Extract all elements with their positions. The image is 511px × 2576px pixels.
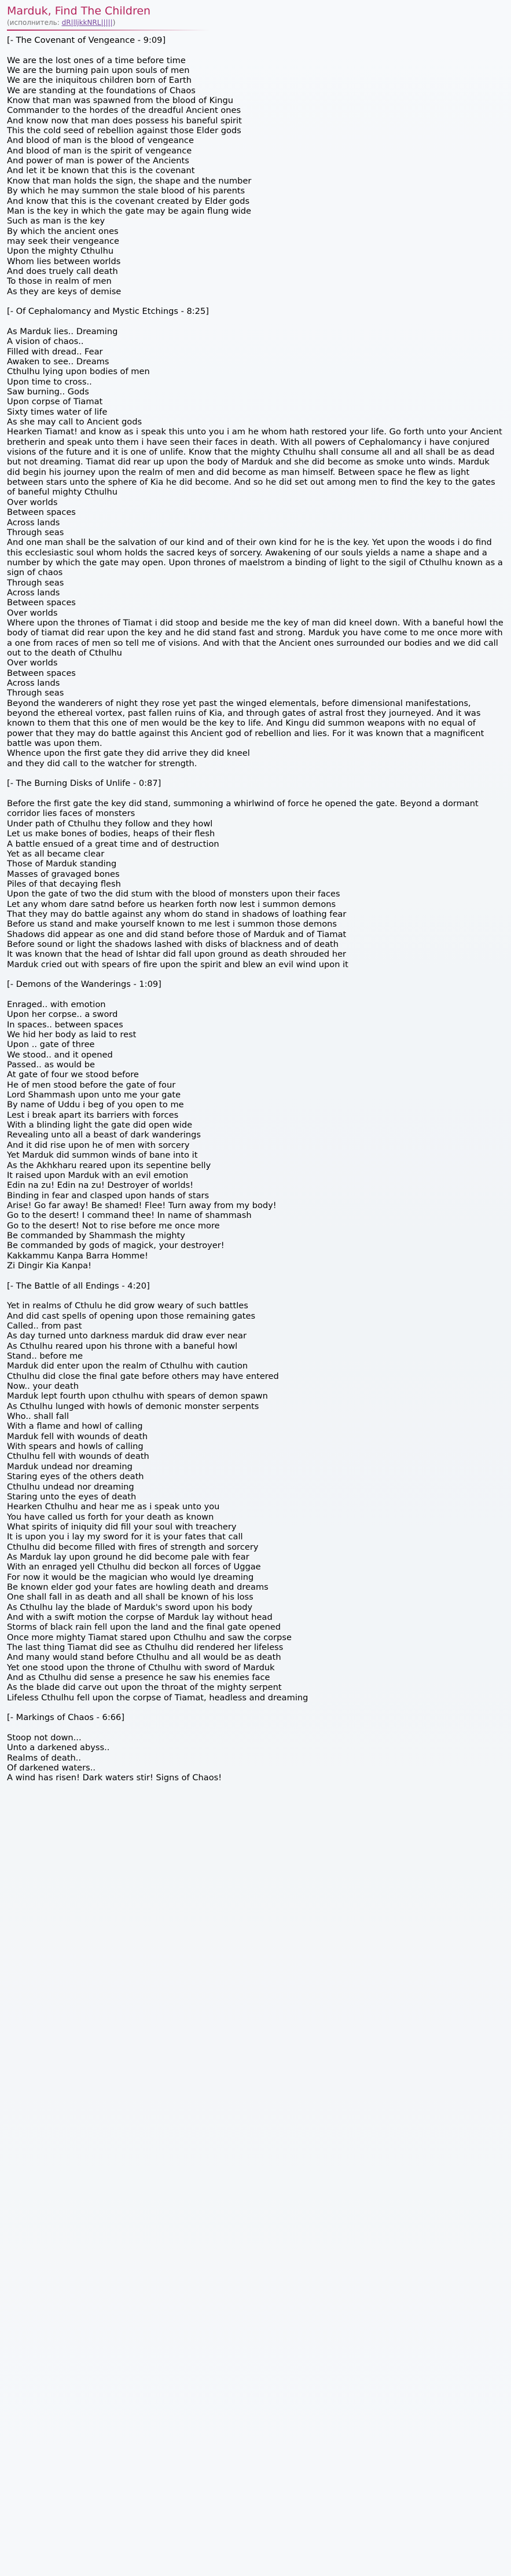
lyric-line: Edin na zu! Edin na zu! Destroyer of worlds! (7, 1180, 194, 1191)
lyric-line: As she may call to Ancient gods (7, 417, 142, 427)
lyric-line: Cthulhu did close the final gate before others may have entered (7, 1371, 279, 1381)
lyric-line: Be commanded by gods of magick, your destroyer! (7, 1241, 225, 1251)
lyric-line: Through seas (7, 688, 64, 698)
lyric-line: Across lands (7, 587, 60, 598)
lyric-line: We are the iniquitous children born of Earth (7, 75, 192, 86)
lyric-line: As Cthulhu reared upon his throne with a baneful howl (7, 1341, 238, 1351)
performer-close: ) (112, 19, 116, 27)
lyric-line: To those in realm of men (7, 276, 112, 287)
lyric-line: Passed.. as would be (7, 1060, 95, 1070)
performer-line (7, 18, 504, 27)
lyric-line: Lord Shammash upon unto me your gate (7, 1090, 181, 1100)
lyric-line: For now it would be the magician who would lye dreaming (7, 1572, 254, 1582)
lyric-line: Go to the desert! Not to rise before me once more (7, 1220, 220, 1231)
lyric-line: It raised upon Marduk with an evil emotion (7, 1170, 189, 1180)
lyric-line: Awaken to see.. Dreams (7, 357, 109, 367)
lyric-line: It is upon you i lay my sword for it is your fates that call (7, 1532, 243, 1542)
lyric-line: Of darkened waters.. (7, 1763, 95, 1773)
lyric-line: Across lands (7, 517, 60, 528)
lyric-line: Let any whom dare satnd before us hearken forth now lest i summon demons (7, 899, 336, 909)
lyric-line: Through seas (7, 527, 64, 537)
lyric-line: Staring unto the eyes of death (7, 1491, 137, 1502)
lyric-line: Those of Marduk standing (7, 859, 117, 869)
lyric-line: As day turned unto darkness marduk did draw ever near (7, 1331, 247, 1341)
lyric-line: Once more mighty Tiamat stared upon Cthulhu and saw the corpse (7, 1632, 292, 1642)
section-heading: [- The Battle of all Endings - 4:20] (7, 1280, 150, 1291)
lyric-line: Marduk cried out with spears of fire upon the spirit and blew an evil wind upon it (7, 959, 348, 969)
lyric-line: And with a swift motion the corpse of Marduk lay without head (7, 1612, 273, 1622)
lyric-line: Marduk fell with wounds of death (7, 1431, 148, 1441)
lyric-line: Upon her corpse.. a sword (7, 1009, 118, 1020)
section-gap (7, 969, 504, 979)
lyric-line: Now.. your death (7, 1381, 79, 1392)
lyric-line: One shall fall in as death and all shall be known of his loss (7, 1592, 253, 1602)
lyric-line: Hearken Tiamat! and know as i speak this unto you i am he whom hath restored your life. Go forth unto your Ancient bretherin and speak unto them i have seen their faces in death. With all powers of Cephalomancy i have conjured visions of the future and it is one of unlife. Know that the mighty Cthulhu shall consume all and all shall be as dead but not dreaming. Tiamat did rear up upon the body of Marduk and she did become as smoke unto winds. Marduk did begin his journey upon the realm of men and did become as man himself. Between space he flew as light between stars unto the sphere of Kia he did become. And so he did set out among men to find the key to the gates of baneful mighty Cthulhu (7, 427, 502, 497)
lyric-line: Yet one stood upon the throne of Cthulhu with sword of Marduk (7, 1662, 275, 1673)
lyric-line: Masses of gravaged bones (7, 869, 120, 879)
lyric-line: Know that man holds the sign, the shape and the number (7, 175, 252, 186)
lyric-line: In spaces.. between spaces (7, 1019, 123, 1030)
lyric-line: Under path of Cthulhu they follow and they howl (7, 818, 213, 829)
lyric-line: We are the lost ones of a time before time (7, 55, 186, 65)
lyric-line: And does truely call death (7, 266, 118, 276)
lyric-line: That they may do battle against any whom do stand in shadows of loathing fear (7, 909, 347, 919)
lyric-line: And as Cthulhu did sense a presence he saw his enemies face (7, 1673, 270, 1683)
lyric-line: Whence upon the first gate they did arrive they did kneel (7, 748, 250, 759)
section-heading: [- The Covenant of Vengeance - 9:09] (7, 35, 166, 45)
lyric-line: Marduk lept fourth upon cthulhu with spears of demon spawn (7, 1391, 268, 1402)
lyric-line: And know that this is the covenant created by Elder gods (7, 196, 250, 206)
lyric-line: And one man shall be the salvation of our kind and of their own kind for he is the key. Yet upon the woods i do find this ecclesiastic soul whom holds the sacred keys of sorcery. Awakening of our souls yields a name a shape and a number by which the gate may open. Upon thrones of maelstrom a binding of light to the sigil of Cthulhu known as a sign of chaos (7, 537, 503, 578)
section-gap (7, 1291, 504, 1301)
lyric-line: It was known that the head of Ishtar did fall upon ground as death shrouded her (7, 949, 347, 960)
lyric-line: As the blade did carve out upon the throat of the mighty serpent (7, 1682, 282, 1693)
lyric-line: And know now that man does possess his baneful spirit (7, 115, 242, 126)
lyric-line: A vision of chaos.. (7, 336, 84, 347)
lyric-line: The last thing Tiamat did see as Cthulhu did rendered her lifeless (7, 1642, 284, 1652)
lyric-line: Cthulhu fell with wounds of death (7, 1451, 149, 1462)
lyric-line: Before sound or light the shadows lashed with disks of blackness and of death (7, 939, 339, 949)
lyric-line: What spirits of iniquity did fill your soul with treachery (7, 1521, 237, 1532)
lyric-line: Over worlds (7, 608, 58, 618)
lyric-line: As Marduk lay upon ground he did become pale with fear (7, 1552, 249, 1562)
lyric-line: Before us stand and make yourself known to me lest i summon those demons (7, 919, 337, 930)
lyric-line: And blood of man is the spirit of vengeance (7, 145, 192, 156)
lyric-line: By name of Uddu i beg of you open to me (7, 1100, 184, 1110)
lyric-line: With an enraged yell Cthulhu did beckon all forces of Uggae (7, 1562, 261, 1572)
lyric-line: Who.. shall fall (7, 1411, 69, 1422)
lyric-line: Hearken Cthulhu and hear me as i speak unto you (7, 1502, 220, 1512)
performer-link[interactable]: dR|lljkkNRL||||| (61, 19, 113, 27)
lyric-line: Zi Dingir Kia Kanpa! (7, 1260, 91, 1271)
lyric-line: Lest i break apart its barriers with forces (7, 1110, 179, 1120)
lyric-line: With a blinding light the gate did open wide (7, 1120, 193, 1130)
section-heading: [- The Burning Disks of Unlife - 0:87] (7, 778, 161, 789)
section-gap (7, 1703, 504, 1713)
lyric-line: As Cthulhu lunged with howls of demonic monster serpents (7, 1401, 259, 1411)
section-heading: [- Demons of the Wanderings - 1:09] (7, 979, 161, 990)
lyric-line: Yet in realms of Cthulu he did grow weary of such battles (7, 1301, 248, 1311)
lyric-line: Let us make bones of bodies, heaps of their flesh (7, 829, 215, 839)
section-heading: [- Markings of Chaos - 6:66] (7, 1713, 125, 1723)
section-gap (7, 990, 504, 1000)
lyric-line: Commander to the hordes of the dreadful Ancient ones (7, 105, 241, 116)
lyric-line: As Marduk lies.. Dreaming (7, 326, 118, 336)
section-gap (7, 1271, 504, 1280)
lyric-line: Revealing unto all a beast of dark wanderings (7, 1130, 201, 1140)
lyric-line: Cthulhu did become filled with fires of strength and sorcery (7, 1542, 259, 1552)
lyric-line: Upon .. gate of three (7, 1040, 95, 1050)
lyric-line: Stoop not down... (7, 1733, 82, 1743)
lyric-line: Across lands (7, 678, 60, 688)
lyric-line: Be known elder god your fates are howling death and dreams (7, 1582, 269, 1592)
song-title: Marduk, Find The Children (7, 5, 151, 17)
lyric-line: Be commanded by Shammash the mighty (7, 1230, 185, 1241)
lyric-line: We stood.. and it opened (7, 1049, 113, 1060)
lyric-line: Kakkammu Kanpa Barra Homme! (7, 1250, 148, 1261)
lyric-line: Unto a darkened abyss.. (7, 1743, 110, 1753)
lyric-line: Saw burning.. Gods (7, 387, 89, 397)
lyric-line: Man is the key in which the gate may be again flung wide (7, 206, 251, 216)
lyric-line: Marduk did enter upon the realm of Cthulhu with caution (7, 1361, 248, 1371)
lyric-line: Over worlds (7, 497, 58, 507)
lyric-line: As the Akhkharu reared upon its sepentine belly (7, 1160, 211, 1170)
lyric-line: He of men stood before the gate of four (7, 1080, 176, 1090)
lyric-line: Before the first gate the key did stand, summoning a whirlwind of force he opened the gate. Beyond a dormant corridor lies faces of monsters (7, 799, 479, 819)
lyric-line: A wind has risen! Dark waters stir! Signs of Chaos! (7, 1773, 222, 1783)
lyric-line: Yet Marduk did summon winds of bane into it (7, 1150, 198, 1161)
lyric-line: Whom lies between worlds (7, 256, 121, 266)
lyric-line: Shadows did appear as one and did stand before those of Marduk and of Tiamat (7, 929, 347, 939)
lyric-line: Sixty times water of life (7, 407, 108, 417)
section-gap (7, 1723, 504, 1733)
lyric-line: Between spaces (7, 598, 76, 608)
lyric-line: You have called us forth for your death as known (7, 1512, 214, 1522)
performer-label: (исполнитель: (7, 19, 60, 27)
section-gap (7, 769, 504, 778)
lyric-line: And many would stand before Cthulhu and all would be as death (7, 1652, 281, 1663)
lyric-line: Staring eyes of the others death (7, 1472, 144, 1482)
lyric-line: As they are keys of demise (7, 286, 122, 297)
lyric-line: Know that man was spawned from the blood of Kingu (7, 96, 234, 106)
lyric-line: Beyond the wanderers of night they rose yet past the winged elementals, before dimensional manifestations, beyond the ethereal vortex, past fallen ruins of Kia, and through gates of astral frost they journeyed. And it was known to them that this one of men would be the key to life. And Kingu did summon weapons with no equal of power that they may do battle against this Ancient god of rebellion and lies. For it was known that a magnificent battle was upon them. (7, 698, 484, 749)
section-heading: [- Of Cephalomancy and Mystic Etchings - 8:25] (7, 306, 209, 317)
lyric-line: With spears and howls of calling (7, 1441, 144, 1452)
lyric-line: Stand.. before me (7, 1351, 83, 1362)
lyric-line: By which the ancient ones (7, 226, 119, 236)
lyric-line: Such as man is the key (7, 216, 105, 226)
lyric-line: At gate of four we stood before (7, 1070, 139, 1080)
lyric-line: Where upon the thrones of Tiamat i did stoop and beside me the key of man did kneel down. With a baneful howl the body of tiamat did rear upon the key and he did stand fast and strong. Marduk you have come to me once more with a one from races of men so tell me of visions. And with that the Ancient ones surrounded our bodies and we did call out to the death of Cthulhu (7, 617, 503, 658)
lyric-line: Binding in fear and clasped upon hands of stars (7, 1190, 209, 1201)
lyric-line: Between spaces (7, 668, 76, 678)
lyric-line: Filled with dread.. Fear (7, 346, 103, 357)
lyric-line: Called.. from past (7, 1321, 82, 1331)
lyric-line: and they did call to the watcher for strength. (7, 758, 197, 769)
lyric-line: Through seas (7, 577, 64, 588)
lyric-line: Piles of that decaying flesh (7, 879, 121, 889)
lyric-line: And let it be known that this is the covenant (7, 166, 195, 176)
lyric-line: And it did rise upon he of men with sorcery (7, 1140, 190, 1150)
lyric-line: And did cast spells of opening upon those remaining gates (7, 1311, 256, 1321)
lyric-line: We hid her body as laid to rest (7, 1030, 137, 1040)
lyric-line: Arise! Go far away! Be shamed! Flee! Turn away from my body! (7, 1200, 277, 1210)
lyric-line: Realms of death.. (7, 1752, 82, 1763)
lyric-line: Upon time to cross.. (7, 376, 92, 387)
lyric-line: We are the burning pain upon souls of men (7, 65, 190, 76)
lyric-line: As Cthulhu lay the blade of Marduk's sword upon his body (7, 1602, 253, 1612)
lyric-line: Cthulhu undead nor dreaming (7, 1481, 134, 1492)
section-gap (7, 317, 504, 327)
lyric-line: Marduk undead nor dreaming (7, 1461, 133, 1472)
section-gap (7, 297, 504, 306)
lyric-line: We are standing at the foundations of Chaos (7, 85, 196, 96)
lyric-line: Upon the gate of two the did stum with the blood of monsters upon their faces (7, 889, 340, 899)
lyric-line: With a flame and howl of calling (7, 1421, 143, 1432)
lyric-line: Upon the mighty Cthulhu (7, 246, 114, 257)
lyrics-body (7, 35, 504, 1783)
lyric-line: By which he may summon the stale blood of his parents (7, 186, 245, 196)
lyric-line: Over worlds (7, 658, 58, 668)
lyric-line: And blood of man is the blood of vengeance (7, 136, 194, 146)
lyric-line: Upon corpse of Tiamat (7, 397, 103, 407)
lyric-line: Cthulhu lying upon bodies of men (7, 367, 150, 377)
lyric-line: Go to the desert! I command thee! In name of shammash (7, 1210, 252, 1221)
section-gap (7, 789, 504, 799)
lyric-line: Enraged.. with emotion (7, 1000, 106, 1009)
lyric-line: Between spaces (7, 507, 76, 518)
lyric-line: A battle ensued of a great time and of destruction (7, 839, 219, 849)
title-divider (7, 30, 209, 31)
lyric-line: Yet as all became clear (7, 848, 105, 859)
lyric-line: Lifeless Cthulhu fell upon the corpse of Tiamat, headless and dreaming (7, 1692, 308, 1703)
section-gap (7, 45, 504, 55)
lyric-line: may seek their vengeance (7, 236, 120, 246)
lyric-line: And power of man is power of the Ancients (7, 156, 189, 166)
lyric-line: This the cold seed of rebellion against those Elder gods (7, 126, 241, 136)
lyric-line: Storms of black rain fell upon the land and the final gate opened (7, 1622, 281, 1633)
